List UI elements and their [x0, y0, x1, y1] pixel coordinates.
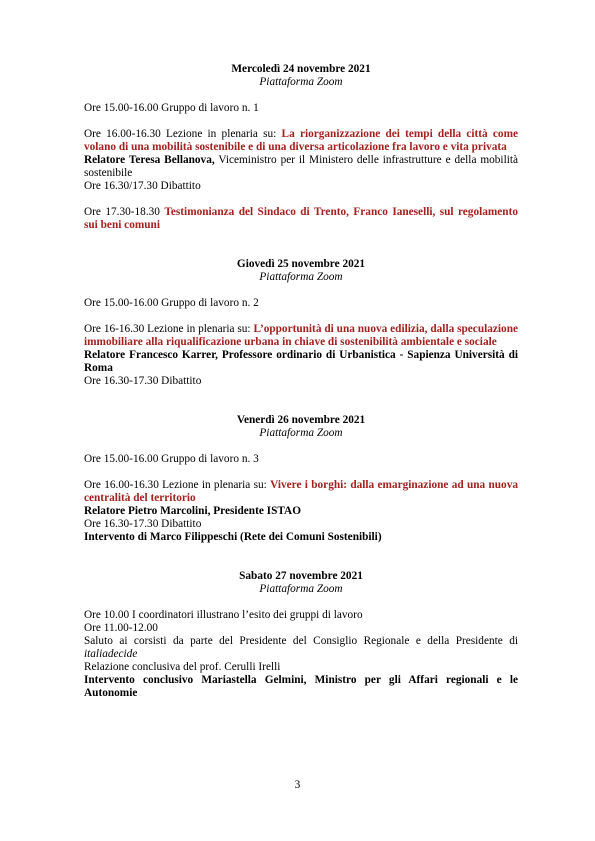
day-title: Sabato 27 novembre 2021 — [239, 570, 363, 582]
session-lecture — [84, 323, 518, 349]
testimony-time: Ore 17.30-18.30 — [84, 206, 165, 218]
lecture-title: La riorganizzazione dei tempi della città come volano di una mobilità sostenibile e di una diversa articolazione fra lavoro e vita privata — [84, 128, 518, 153]
session-intervention: Intervento di Marco Filippeschi (Rete dei Comuni Sostenibili) — [84, 531, 382, 543]
lecture-time: Ore 16.00-16.30 Lezione in plenaria su: — [84, 128, 282, 140]
day-section-thursday — [84, 258, 518, 388]
testimony-title: Testimonianza del Sindaco di Trento, Franco Ianeselli, sul regolamento sui beni comuni — [84, 206, 518, 231]
day-title: Mercoledì 24 novembre 2021 — [231, 63, 371, 75]
session-closing-report: Relazione conclusiva del prof. Cerulli Irelli — [84, 661, 281, 673]
lecture-title: Vivere i borghi: dalla emarginazione ad una nuova centralità del territorio — [84, 479, 518, 504]
lecture-title: L’opportunità di una nuova edilizia, dalla speculazione immobiliare alla riqualificazione urbana in chiave di sostenibilità ambientale e sociale — [84, 323, 518, 348]
lecture-time: Ore 16-16.30 Lezione in plenaria su: — [84, 323, 254, 335]
speaker-name: Relatore Teresa Bellanova, — [84, 154, 215, 166]
session-group-work: Ore 15.00-16.00 Gruppo di lavoro n. 2 — [84, 297, 259, 309]
session-coordinators: Ore 10.00 I coordinatori illustrano l’esito dei gruppi di lavoro — [84, 609, 363, 621]
session-testimony — [84, 206, 518, 232]
day-section-friday — [84, 414, 518, 544]
session-debate: Ore 16.30-17.30 Dibattito — [84, 518, 202, 530]
day-title: Venerdì 26 novembre 2021 — [236, 414, 366, 426]
page-number: 3 — [294, 779, 301, 791]
session-closing-intervention: Intervento conclusivo Mariastella Gelmini, Ministro per gli Affari regionali e le Autonomie — [84, 674, 518, 699]
program-page — [84, 63, 518, 700]
day-section-wednesday — [84, 63, 518, 232]
session-lecture — [84, 479, 518, 505]
session-greeting — [84, 635, 518, 661]
platform-label: Piattaforma Zoom — [259, 271, 343, 283]
speaker-line — [84, 154, 518, 180]
day-title: Giovedì 25 novembre 2021 — [236, 258, 366, 270]
greeting-org: italiadecide — [84, 648, 138, 660]
day-section-saturday — [84, 570, 518, 700]
session-group-work: Ore 15.00-16.00 Gruppo di lavoro n. 1 — [84, 102, 259, 114]
session-group-work: Ore 15.00-16.00 Gruppo di lavoro n. 3 — [84, 453, 259, 465]
greeting-text: Saluto ai corsisti da parte del Presidente del Consiglio Regionale e della Presidente di — [84, 635, 518, 647]
speaker-line: Relatore Francesco Karrer, Professore ordinario di Urbanistica - Sapienza Università di Roma — [84, 349, 518, 374]
session-time: Ore 11.00-12.00 — [84, 622, 158, 634]
speaker-role: Viceministro per il Ministero delle infrastrutture e della mobilità sostenibile — [84, 154, 518, 179]
lecture-time: Ore 16.00-16.30 Lezione in plenaria su: — [84, 479, 271, 491]
session-debate: Ore 16.30-17.30 Dibattito — [84, 375, 202, 387]
session-lecture — [84, 128, 518, 154]
speaker-line: Relatore Pietro Marcolini, Presidente ISTAO — [84, 505, 302, 517]
platform-label: Piattaforma Zoom — [259, 583, 343, 595]
session-debate: Ore 16.30/17.30 Dibattito — [84, 180, 201, 192]
platform-label: Piattaforma Zoom — [259, 427, 343, 439]
platform-label: Piattaforma Zoom — [259, 76, 343, 88]
